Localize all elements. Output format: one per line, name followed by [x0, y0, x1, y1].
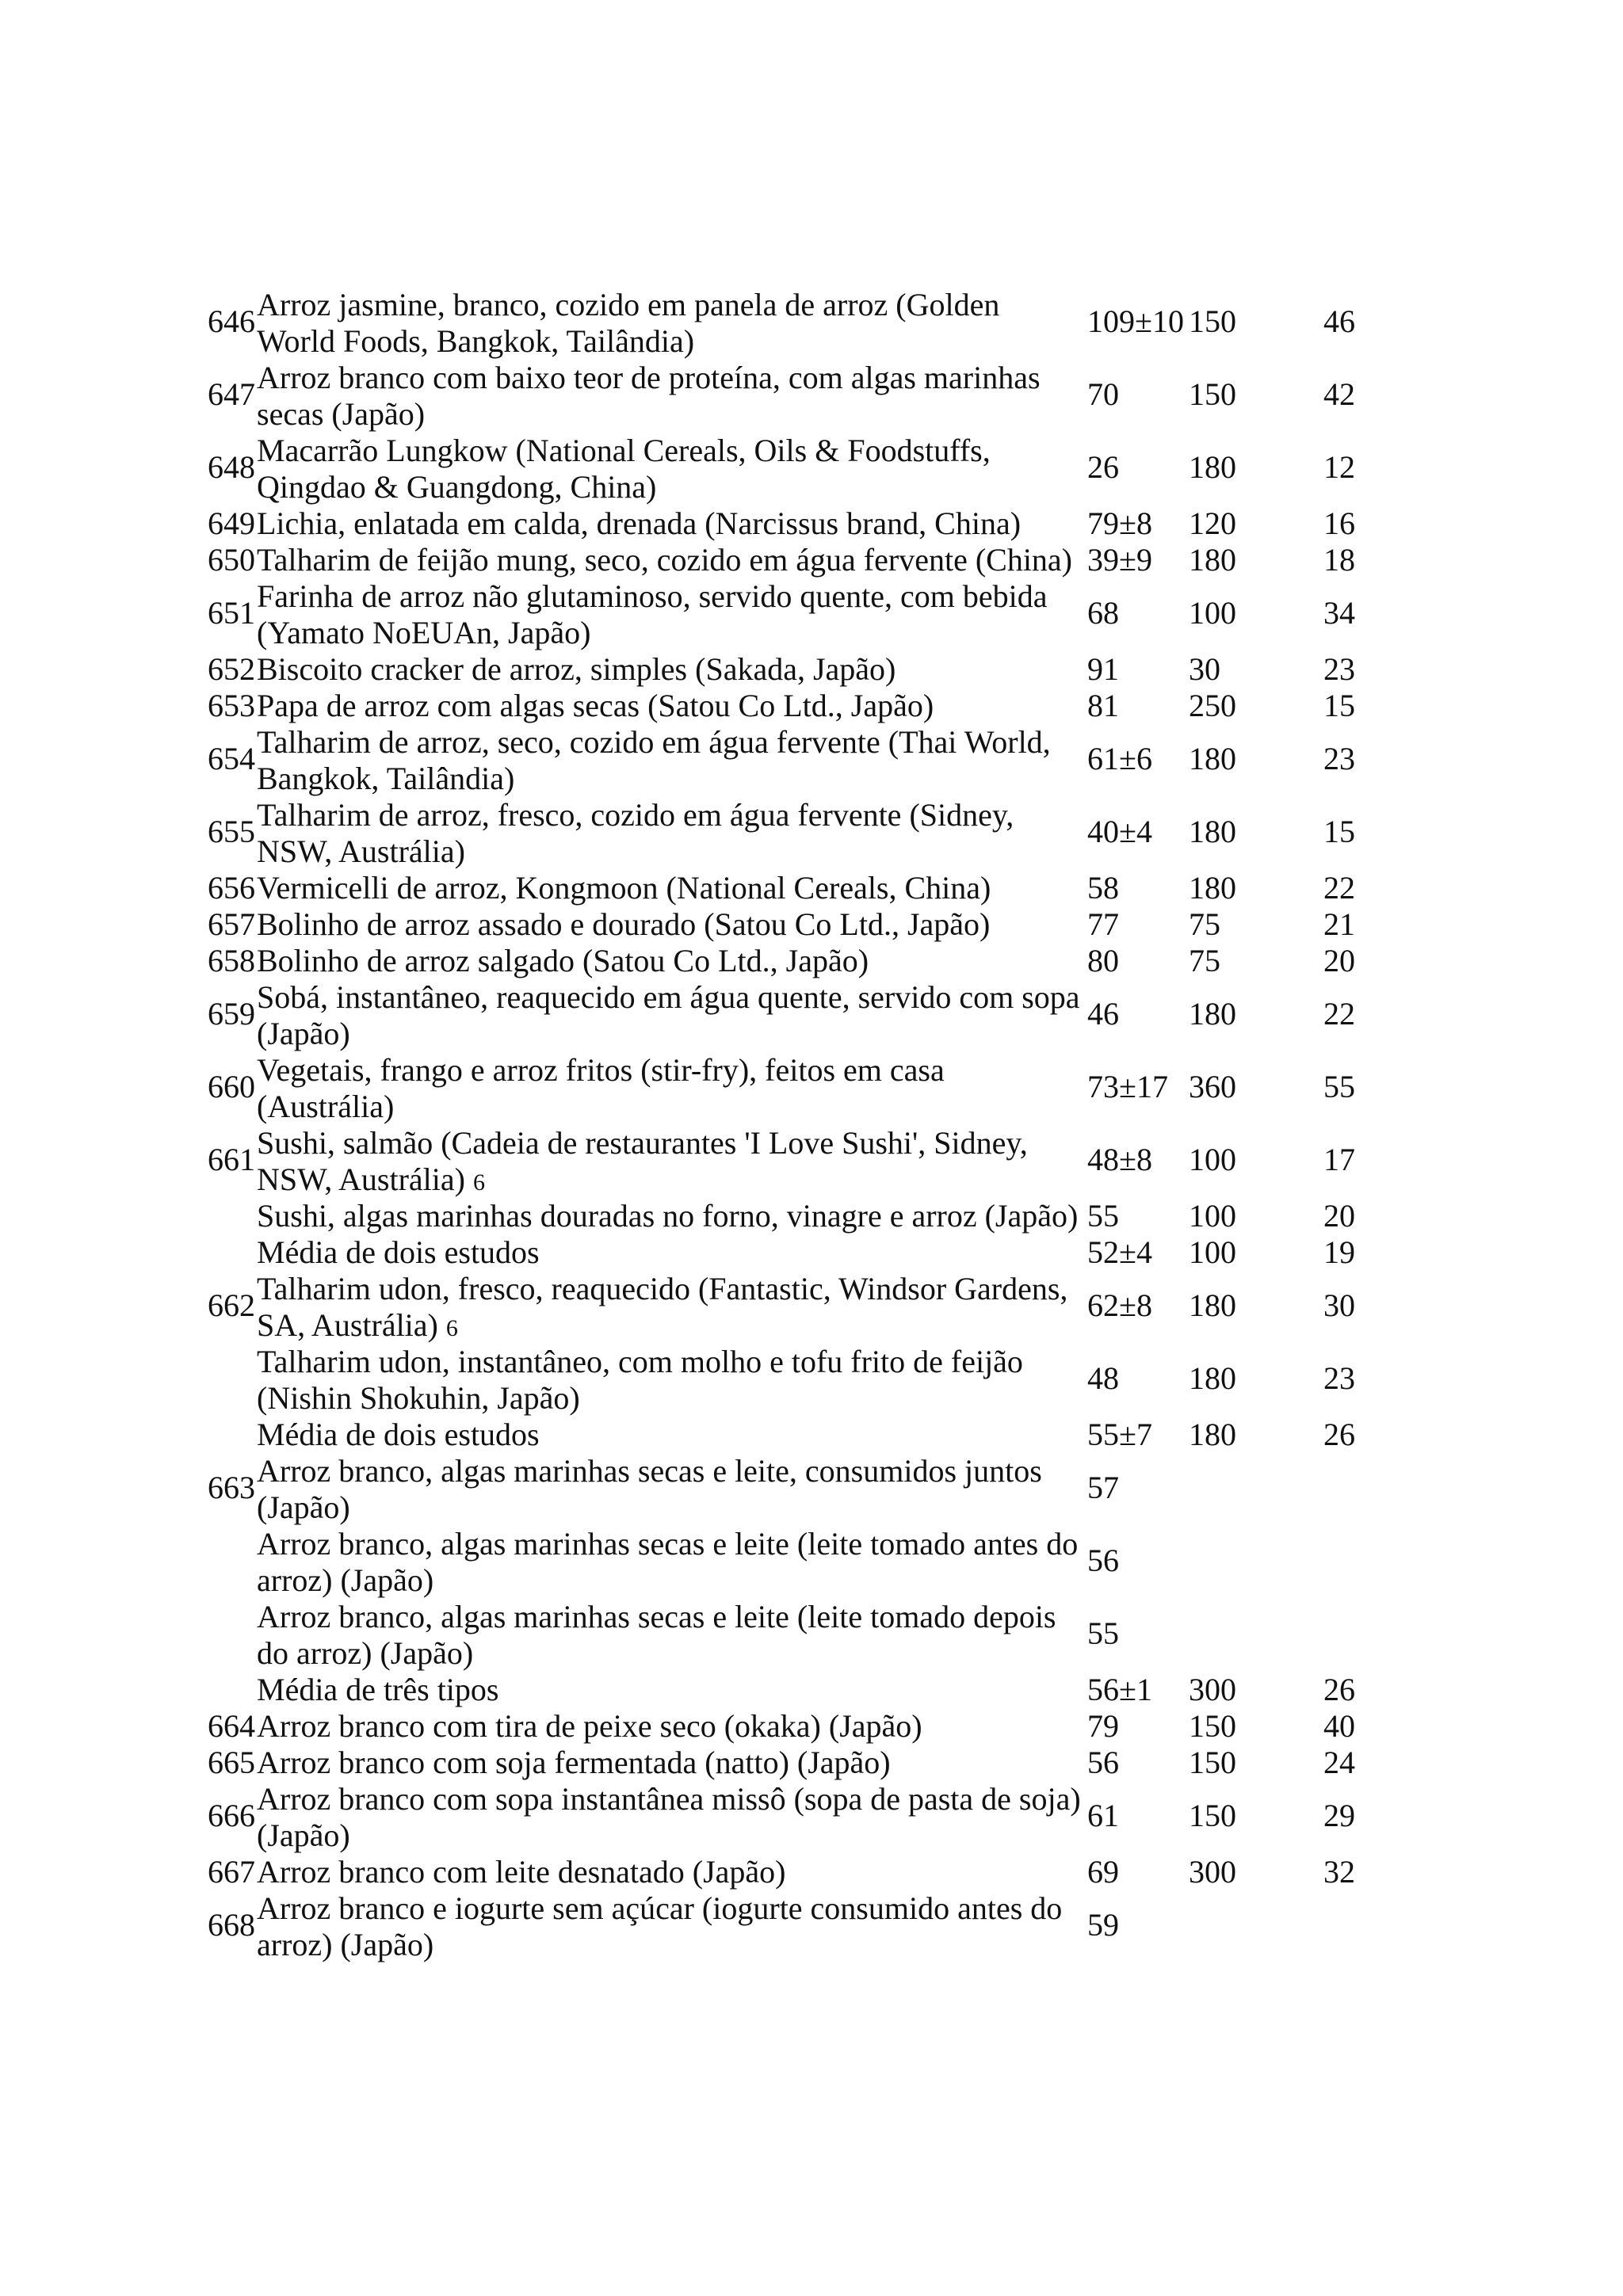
food-description-text: Arroz branco com sopa instantânea missô (sopa de pasta de soja) (Japão) [257, 1781, 1081, 1853]
carbohydrate-value: 55 [1323, 1069, 1355, 1104]
food-description [257, 1599, 1081, 1672]
entry-number: 649 [208, 505, 255, 541]
serving-size-value: 180 [1189, 449, 1236, 485]
serving-size-value: 30 [1189, 651, 1220, 687]
entry-number: 652 [208, 651, 255, 687]
food-description [257, 578, 1081, 651]
serving-size-value: 100 [1189, 595, 1236, 631]
food-description [257, 1417, 1081, 1453]
food-description-text: Média de dois estudos [257, 1234, 540, 1270]
carbohydrate-value: 46 [1323, 303, 1355, 339]
entry-number: 666 [208, 1798, 255, 1833]
food-description [257, 433, 1081, 505]
carbohydrate-value: 21 [1323, 906, 1355, 942]
glycemic-index-value: 61 [1087, 1798, 1119, 1833]
glycemic-index-value: 57 [1087, 1470, 1119, 1505]
food-description-text: Arroz branco com leite desnatado (Japão) [257, 1854, 786, 1890]
table-row [208, 1234, 1381, 1271]
carbohydrate-value: 22 [1323, 996, 1355, 1032]
food-description-text: Arroz branco, algas marinhas secas e leite, consumidos juntos (Japão) [257, 1453, 1042, 1525]
food-description [257, 287, 1081, 360]
table-row [208, 1052, 1381, 1125]
carbohydrate-value: 34 [1323, 595, 1355, 631]
glycemic-index-value: 55 [1087, 1615, 1119, 1651]
table-row [208, 651, 1381, 688]
carbohydrate-value: 26 [1323, 1672, 1355, 1707]
glycemic-index-table [208, 287, 1381, 1963]
food-description [257, 1854, 1081, 1890]
food-description [257, 870, 1081, 906]
carbohydrate-value: 26 [1323, 1417, 1355, 1452]
food-description [257, 1234, 1081, 1271]
serving-size-value: 150 [1189, 1708, 1236, 1744]
food-description [257, 1672, 1081, 1708]
carbohydrate-value: 42 [1323, 376, 1355, 412]
reference-note: 6 [472, 1169, 485, 1196]
table-row [208, 1854, 1381, 1890]
food-description-text: Sushi, salmão (Cadeia de restaurantes 'I Love Sushi', Sidney, NSW, Austrália) [257, 1125, 1028, 1197]
food-description-text: Farinha de arroz não glutaminoso, servido quente, com bebida (Yamato NoEUAn, Japão) [257, 578, 1048, 650]
table-row [208, 1599, 1381, 1672]
food-description-text: Talharim de arroz, fresco, cozido em água fervente (Sidney, NSW, Austrália) [257, 797, 1014, 869]
food-description [257, 1708, 1081, 1745]
food-description-text: Talharim udon, fresco, reaquecido (Fantastic, Windsor Gardens, SA, Austrália) [257, 1271, 1068, 1343]
food-description-text: Papa de arroz com algas secas (Satou Co Ltd., Japão) [257, 688, 934, 723]
entry-number: 662 [208, 1287, 255, 1323]
glycemic-index-value: 56 [1087, 1543, 1119, 1578]
table-row [208, 360, 1381, 433]
serving-size-value: 300 [1189, 1672, 1236, 1707]
table-row [208, 688, 1381, 724]
entry-number: 655 [208, 814, 255, 849]
food-description [257, 943, 1081, 979]
carbohydrate-value: 23 [1323, 1360, 1355, 1396]
carbohydrate-value: 16 [1323, 505, 1355, 541]
food-description [257, 1344, 1081, 1417]
entry-number: 656 [208, 870, 255, 906]
entry-number: 653 [208, 688, 255, 723]
food-description-text: Arroz branco e iogurte sem açúcar (iogurte consumido antes do arroz) (Japão) [257, 1890, 1063, 1962]
carbohydrate-value: 40 [1323, 1708, 1355, 1744]
entry-number: 657 [208, 906, 255, 942]
serving-size-value: 300 [1189, 1854, 1236, 1890]
glycemic-index-value: 109±10 [1087, 303, 1184, 339]
table-row [208, 724, 1381, 797]
food-description [257, 1453, 1081, 1526]
table-row [208, 870, 1381, 906]
entry-number: 663 [208, 1470, 255, 1505]
carbohydrate-value: 18 [1323, 542, 1355, 578]
glycemic-index-value: 61±6 [1087, 741, 1152, 776]
serving-size-value: 180 [1189, 814, 1236, 849]
food-description-text: Arroz branco, algas marinhas secas e leite (leite tomado antes do arroz) (Japão) [257, 1526, 1079, 1598]
food-description-text: Arroz branco com soja fermentada (natto) (Japão) [257, 1745, 891, 1780]
serving-size-value: 180 [1189, 870, 1236, 906]
serving-size-value: 180 [1189, 1360, 1236, 1396]
glycemic-index-value: 73±17 [1087, 1069, 1168, 1104]
serving-size-value: 75 [1189, 906, 1220, 942]
table-row [208, 287, 1381, 360]
food-description-text: Média de três tipos [257, 1672, 499, 1707]
glycemic-index-value: 56±1 [1087, 1672, 1152, 1707]
glycemic-index-value: 39±9 [1087, 542, 1152, 578]
table-row [208, 1672, 1381, 1708]
table-row [208, 943, 1381, 979]
glycemic-index-value: 56 [1087, 1745, 1119, 1780]
food-description-text: Macarrão Lungkow (National Cereals, Oils & Foodstuffs, Qingdao & Guangdong, China) [257, 433, 991, 505]
glycemic-index-value: 55±7 [1087, 1417, 1152, 1452]
carbohydrate-value: 24 [1323, 1745, 1355, 1780]
table-row [208, 433, 1381, 505]
glycemic-index-value: 26 [1087, 449, 1119, 485]
serving-size-value: 180 [1189, 1287, 1236, 1323]
food-description [257, 906, 1081, 943]
serving-size-value: 150 [1189, 1745, 1236, 1780]
glycemic-index-value: 62±8 [1087, 1287, 1152, 1323]
carbohydrate-value: 22 [1323, 870, 1355, 906]
serving-size-value: 180 [1189, 1417, 1236, 1452]
glycemic-index-value: 58 [1087, 870, 1119, 906]
glycemic-index-value: 68 [1087, 595, 1119, 631]
table-row [208, 578, 1381, 651]
food-description [257, 1745, 1081, 1781]
food-description [257, 1890, 1081, 1963]
glycemic-index-value: 91 [1087, 651, 1119, 687]
food-description [257, 542, 1081, 578]
table-row [208, 1198, 1381, 1234]
food-description-text: Talharim de arroz, seco, cozido em água fervente (Thai World, Bangkok, Tailândia) [257, 724, 1051, 796]
entry-number: 659 [208, 996, 255, 1032]
table-row [208, 1745, 1381, 1781]
serving-size-value: 100 [1189, 1234, 1236, 1270]
entry-number: 665 [208, 1745, 255, 1780]
entry-number: 664 [208, 1708, 255, 1744]
food-description [257, 1781, 1081, 1854]
entry-number: 658 [208, 943, 255, 978]
serving-size-value: 150 [1189, 376, 1236, 412]
food-description [257, 1271, 1081, 1347]
carbohydrate-value: 20 [1323, 943, 1355, 978]
food-description-text: Sobá, instantâneo, reaquecido em água quente, servido com sopa (Japão) [257, 979, 1080, 1051]
food-description [257, 360, 1081, 433]
glycemic-index-value: 69 [1087, 1854, 1119, 1890]
glycemic-index-value: 80 [1087, 943, 1119, 978]
food-description-text: Bolinho de arroz assado e dourado (Satou Co Ltd., Japão) [257, 906, 991, 942]
table-row [208, 1453, 1381, 1526]
table-row [208, 505, 1381, 542]
glycemic-index-value: 40±4 [1087, 814, 1152, 849]
carbohydrate-value: 32 [1323, 1854, 1355, 1890]
entry-number: 648 [208, 449, 255, 485]
food-description-text: Lichia, enlatada em calda, drenada (Narcissus brand, China) [257, 505, 1022, 541]
food-description [257, 651, 1081, 688]
entry-number: 668 [208, 1907, 255, 1943]
serving-size-value: 100 [1189, 1142, 1236, 1177]
glycemic-index-value: 59 [1087, 1907, 1119, 1943]
serving-size-value: 180 [1189, 542, 1236, 578]
entry-number: 650 [208, 542, 255, 578]
serving-size-value: 180 [1189, 741, 1236, 776]
entry-number: 651 [208, 595, 255, 631]
reference-note: 6 [445, 1315, 458, 1341]
serving-size-value: 360 [1189, 1069, 1236, 1104]
carbohydrate-value: 12 [1323, 449, 1355, 485]
table-row [208, 979, 1381, 1052]
glycemic-index-value: 79 [1087, 1708, 1119, 1744]
food-description-text: Arroz branco, algas marinhas secas e leite (leite tomado depois do arroz) (Japão) [257, 1599, 1056, 1671]
carbohydrate-value: 23 [1323, 741, 1355, 776]
table-row [208, 1781, 1381, 1854]
table-row [208, 906, 1381, 943]
food-description-text: Arroz branco com tira de peixe seco (okaka) (Japão) [257, 1708, 922, 1744]
glycemic-index-value: 46 [1087, 996, 1119, 1032]
glycemic-index-value: 48±8 [1087, 1142, 1152, 1177]
glycemic-index-value: 79±8 [1087, 505, 1152, 541]
food-description [257, 1052, 1081, 1125]
serving-size-value: 180 [1189, 996, 1236, 1032]
table-row [208, 1708, 1381, 1745]
food-description-text: Sushi, algas marinhas douradas no forno, vinagre e arroz (Japão) [257, 1198, 1079, 1234]
carbohydrate-value: 15 [1323, 688, 1355, 723]
glycemic-index-value: 48 [1087, 1360, 1119, 1396]
food-description [257, 724, 1081, 797]
table-row [208, 1890, 1381, 1963]
food-description [257, 1198, 1081, 1234]
food-description-text: Arroz branco com baixo teor de proteína, com algas marinhas secas (Japão) [257, 360, 1041, 432]
entry-number: 647 [208, 376, 255, 412]
serving-size-value: 75 [1189, 943, 1220, 978]
glycemic-index-value: 52±4 [1087, 1234, 1152, 1270]
entry-number: 667 [208, 1854, 255, 1890]
table-row [208, 542, 1381, 578]
table-row [208, 1344, 1381, 1417]
food-description [257, 1125, 1081, 1201]
food-description-text: Vegetais, frango e arroz fritos (stir-fry), feitos em casa (Austrália) [257, 1052, 945, 1124]
serving-size-value: 250 [1189, 688, 1236, 723]
table-row [208, 1271, 1381, 1344]
food-description-text: Arroz jasmine, branco, cozido em panela de arroz (Golden World Foods, Bangkok, Tailândia) [257, 287, 1000, 359]
carbohydrate-value: 30 [1323, 1287, 1355, 1323]
carbohydrate-value: 29 [1323, 1798, 1355, 1833]
food-description [257, 797, 1081, 870]
entry-number: 646 [208, 303, 255, 339]
food-description-text: Vermicelli de arroz, Kongmoon (National Cereals, China) [257, 870, 991, 906]
serving-size-value: 120 [1189, 505, 1236, 541]
entry-number: 660 [208, 1069, 255, 1104]
food-description-text: Talharim udon, instantâneo, com molho e tofu frito de feijão (Nishin Shokuhin, Japão) [257, 1344, 1023, 1416]
carbohydrate-value: 19 [1323, 1234, 1355, 1270]
food-description [257, 688, 1081, 724]
carbohydrate-value: 17 [1323, 1142, 1355, 1177]
carbohydrate-value: 23 [1323, 651, 1355, 687]
table-row [208, 1526, 1381, 1599]
glycemic-index-value: 70 [1087, 376, 1119, 412]
table-row [208, 1417, 1381, 1453]
table-row [208, 1125, 1381, 1198]
food-description [257, 979, 1081, 1052]
glycemic-index-value: 55 [1087, 1198, 1119, 1234]
food-description-text: Média de dois estudos [257, 1417, 540, 1452]
food-description [257, 1526, 1081, 1599]
serving-size-value: 150 [1189, 303, 1236, 339]
glycemic-index-value: 81 [1087, 688, 1119, 723]
food-description-text: Talharim de feijão mung, seco, cozido em água fervente (China) [257, 542, 1073, 578]
serving-size-value: 100 [1189, 1198, 1236, 1234]
food-description [257, 505, 1081, 542]
entry-number: 661 [208, 1142, 255, 1177]
table-row [208, 797, 1381, 870]
food-description-text: Bolinho de arroz salgado (Satou Co Ltd., Japão) [257, 943, 869, 978]
carbohydrate-value: 20 [1323, 1198, 1355, 1234]
entry-number: 654 [208, 741, 255, 776]
food-description-text: Biscoito cracker de arroz, simples (Sakada, Japão) [257, 651, 896, 687]
glycemic-index-value: 77 [1087, 906, 1119, 942]
serving-size-value: 150 [1189, 1798, 1236, 1833]
carbohydrate-value: 15 [1323, 814, 1355, 849]
